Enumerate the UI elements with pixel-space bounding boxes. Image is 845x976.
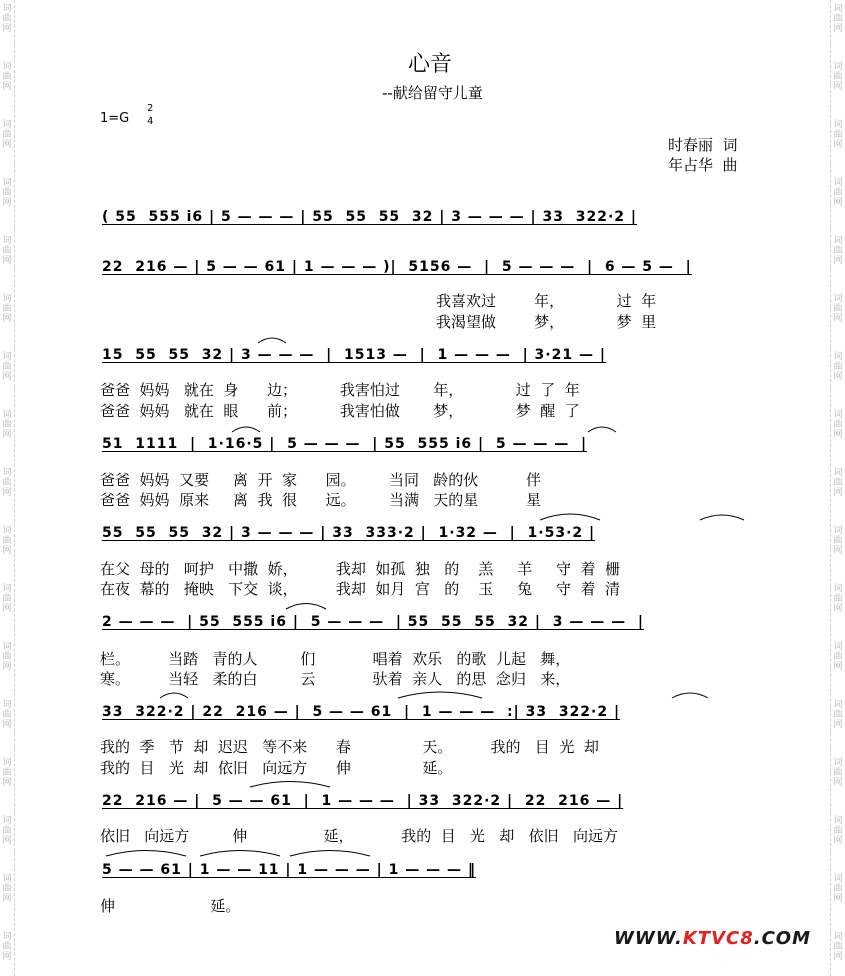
watermark-stamp: 词 曲 网: [2, 410, 12, 440]
lyric-row-4-verse-2: 爸爸 妈妈 原来 离 我 很 远。 当满 天的星 星: [100, 491, 541, 509]
watermark-stamp: 词 曲 网: [2, 178, 12, 208]
watermark-stamp: 词 曲 网: [2, 4, 12, 34]
composer-credit: 年占华 曲: [668, 156, 738, 174]
lyricist-credit: 时春丽 词: [668, 136, 738, 154]
watermark-stamp: 词 曲 网: [833, 236, 843, 266]
watermark-stamp: 词 曲 网: [833, 816, 843, 846]
watermark-stamp: 词 曲 网: [2, 468, 12, 498]
watermark-stamp: 词 曲 网: [2, 62, 12, 92]
lyric-row-3-verse-2: 爸爸 妈妈 就在 眼 前； 我害怕做 梦， 梦 醒 了: [100, 402, 580, 420]
watermark-stamp: 词 曲 网: [2, 758, 12, 788]
lyric-row-2-verse-1: 我喜欢过 年， 过 年: [436, 292, 657, 310]
key-signature: 1=G: [100, 111, 130, 126]
watermark-stamp: 词 曲 网: [833, 874, 843, 904]
lyric-row-6-verse-1: 栏。 当踏 青的人 们 唱着 欢乐 的歌 儿起 舞，: [100, 650, 571, 668]
notation-row-5: 55 55 55 32 | 3 — — — | 33 333·2 | 1·32 — | 1·53·2 |: [102, 525, 596, 541]
watermark-stamp: 词 曲 网: [2, 120, 12, 150]
song-subtitle: --献给留守儿童: [382, 84, 483, 102]
lyric-row-7-verse-1: 我的 季 节 却 迟迟 等不来 春 天。 我的 目 光 却: [100, 738, 599, 756]
lyric-row-6-verse-2: 寒。 当轻 柔的白 云 驮着 亲人 的思 念归 来，: [100, 670, 571, 688]
watermark-stamp: 词 曲 网: [2, 874, 12, 904]
watermark-stamp: 词 曲 网: [2, 642, 12, 672]
lyric-row-4-verse-1: 爸爸 妈妈 又要 离 开 家 园。 当同 龄的伙 伴: [100, 471, 541, 489]
song-title: 心音: [408, 52, 453, 77]
lyric-row-5-verse-2: 在夜 幕的 掩映 下交 谈， 我却 如月 宫 的 玉 兔 守 着 清: [100, 580, 621, 598]
notation-row-9: 5 — — 61 | 1 — — 11 | 1 — — — | 1 — — — ‖: [102, 862, 476, 878]
watermark-stamp: 词 曲 网: [833, 700, 843, 730]
notation-row-4: 51 1111 | 1·16·5 | 5 — — — | 55 555 i6 | 5 — — — |: [102, 436, 588, 452]
watermark-stamp: 词 曲 网: [833, 4, 843, 34]
lyric-row-5-verse-1: 在父 母的 呵护 中撒 娇， 我却 如孤 独 的 羔 羊 守 着 栅: [100, 560, 621, 578]
watermark-stamp: 词 曲 网: [2, 294, 12, 324]
notation-row-3: 15 55 55 32 | 3 — — — | 1513 — | 1 — — — | 3·21 — |: [102, 347, 606, 363]
watermark-stamp: 词 曲 网: [833, 642, 843, 672]
lyric-row-9-verse-1: 伸 延。: [100, 897, 241, 915]
lyric-row-2-verse-2: 我渴望做 梦， 梦 里: [436, 313, 657, 331]
watermark-stamp: 词 曲 网: [833, 410, 843, 440]
watermark-stamp: 词 曲 网: [833, 352, 843, 382]
notation-row-2: 22 216 — | 5 — — 61 | 1 — — — )| 5156 — | 5 — — — | 6 — 5 — |: [102, 259, 692, 275]
watermark-stamp: 词 曲 网: [833, 758, 843, 788]
lyric-row-7-verse-2: 我的 目 光 却 依旧 向远方 伸 延。: [100, 759, 453, 777]
time-sig-top: 2: [147, 103, 154, 114]
notation-row-7: 33 322·2 | 22 216 — | 5 — — 61 | 1 — — — :| 33 322·2 |: [102, 704, 621, 720]
watermark-stamp: 词 曲 网: [2, 584, 12, 614]
watermark-stamp: 词 曲 网: [2, 932, 12, 962]
notation-row-1: ( 55 555 i6 | 5 — — — | 55 55 55 32 | 3 — — — | 33 322·2 |: [102, 209, 637, 225]
watermark-stamp: 词 曲 网: [833, 294, 843, 324]
time-sig-bottom: 4: [147, 116, 154, 127]
watermark-stamp: 词 曲 网: [2, 816, 12, 846]
site-logo: WWW.KTVC8.COM: [614, 928, 812, 949]
notation-row-6: 2 — — — | 55 555 i6 | 5 — — — | 55 55 55 32 | 3 — — — |: [102, 614, 644, 630]
notation-row-8: 22 216 — | 5 — — 61 | 1 — — — | 33 322·2 | 22 216 — |: [102, 793, 624, 809]
watermark-stamp: 词 曲 网: [833, 62, 843, 92]
watermark-stamp: 词 曲 网: [833, 584, 843, 614]
watermark-stamp: 词 曲 网: [833, 932, 843, 962]
watermark-stamp: 词 曲 网: [2, 700, 12, 730]
watermark-stamp: 词 曲 网: [833, 178, 843, 208]
watermark-stamp: 词 曲 网: [833, 468, 843, 498]
watermark-stamp: 词 曲 网: [833, 526, 843, 556]
watermark-stamp: 词 曲 网: [2, 352, 12, 382]
watermark-stamp: 词 曲 网: [2, 236, 12, 266]
lyric-row-8-verse-1: 依旧 向远方 伸 延， 我的 目 光 却 依旧 向远方: [100, 827, 618, 845]
watermark-stamp: 词 曲 网: [2, 526, 12, 556]
lyric-row-3-verse-1: 爸爸 妈妈 就在 身 边； 我害怕过 年， 过 了 年: [100, 381, 580, 399]
watermark-stamp: 词 曲 网: [833, 120, 843, 150]
